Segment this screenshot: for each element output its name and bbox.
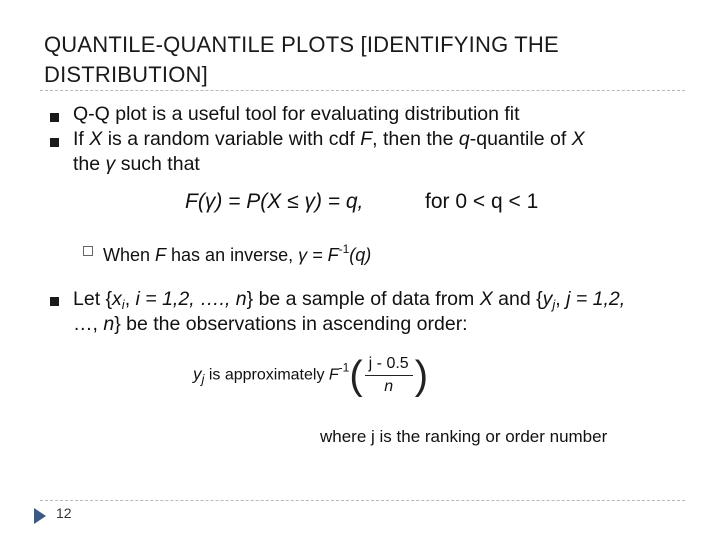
index-range: j = 1,2,: [566, 288, 626, 310]
text: If: [73, 128, 90, 150]
bullet-quantile-def-line1: [73, 127, 585, 152]
slide-number: 12: [56, 505, 72, 521]
bullet-marker: [50, 113, 59, 122]
bullet-quantile-def-line2: [73, 152, 200, 177]
var-f: F: [328, 366, 339, 384]
left-paren: (: [349, 353, 363, 398]
var-x: X: [89, 128, 103, 150]
var-n: n: [103, 313, 115, 335]
text: When: [103, 245, 156, 265]
text: -quantile of: [469, 128, 572, 150]
fraction: [365, 355, 413, 396]
subscript: i: [121, 297, 125, 312]
formula-condition: for 0 < q < 1: [425, 190, 539, 213]
title-divider: [40, 90, 685, 91]
sub-bullet-marker: [83, 246, 93, 256]
slide-title: QUANTILE-QUANTILE PLOTS [IDENTIFYING THE DISTRIBUTION]: [44, 32, 559, 87]
text: such that: [115, 153, 200, 175]
right-paren: ): [414, 353, 429, 398]
var-y: y: [542, 288, 553, 310]
quantile-formula: [185, 190, 363, 214]
text: and {: [492, 288, 543, 310]
inverse-expression: γ = F: [298, 245, 339, 265]
slide-arrow-icon: [34, 508, 46, 524]
index-range: i = 1,2, …., n: [135, 288, 247, 310]
text: ,: [555, 288, 567, 310]
bullet-marker: [50, 138, 59, 147]
text: ,: [124, 288, 136, 310]
bullet-qq-plot: [73, 102, 520, 127]
text: has an inverse,: [166, 245, 299, 265]
text: …,: [73, 313, 104, 335]
subscript: j: [201, 371, 205, 387]
fraction-numerator: j - 0.5: [365, 355, 413, 376]
text: } be a sample of data from: [246, 288, 480, 310]
var-gamma: γ: [105, 153, 116, 175]
bullet-text: Q-Q plot is a useful tool for evaluating distribution fit: [73, 103, 520, 125]
formula-expression: F(γ) = P(X ≤ γ) = q,: [185, 190, 364, 213]
inverse-arg: (q): [349, 245, 372, 265]
text: is a random variable with cdf: [102, 128, 361, 150]
var-x: X: [479, 288, 493, 310]
var-x: X: [571, 128, 585, 150]
ranking-note: where j is the ranking or order number: [320, 427, 608, 446]
footer-divider: [40, 500, 685, 501]
var-f: F: [360, 128, 373, 150]
bullet-marker: [50, 297, 59, 306]
bullet-sample-line2: [73, 312, 468, 337]
superscript: -1: [338, 360, 350, 375]
var-f: F: [155, 245, 167, 265]
text: is approximately: [204, 366, 329, 384]
text: , then the: [372, 128, 459, 150]
superscript: -1: [338, 242, 350, 256]
var-q: q: [458, 128, 470, 150]
var-y: y: [193, 364, 202, 384]
text: the: [73, 153, 106, 175]
text: Let {: [73, 288, 113, 310]
sub-bullet-inverse: [103, 237, 371, 268]
fraction-denominator: n: [384, 378, 394, 395]
subscript: j: [552, 297, 556, 312]
var-x: x: [112, 288, 122, 310]
text: } be the observations in ascending order:: [114, 313, 468, 335]
quantile-formula-condition: [425, 190, 538, 214]
approximation-formula: [193, 355, 428, 405]
